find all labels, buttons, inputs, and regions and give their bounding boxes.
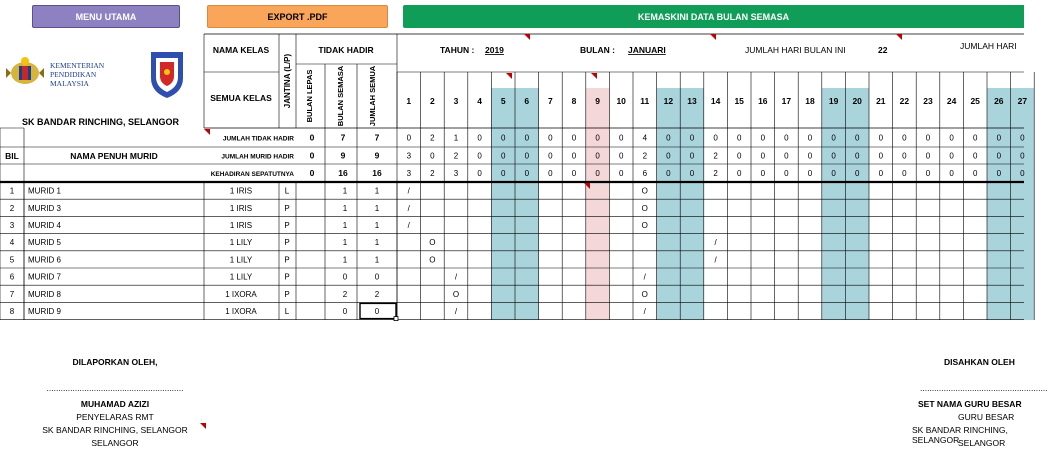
summary-day-value: 0: [618, 133, 624, 143]
verified-by-state: SELANGOR: [958, 438, 1006, 448]
row-bil: 8: [9, 307, 15, 316]
summary-day-value: 2: [713, 151, 718, 161]
summary-day-value: 0: [571, 169, 577, 178]
row-kelas: 1 IRIS: [229, 221, 253, 230]
summary-day-value: 0: [689, 133, 695, 143]
summary-day-value: 0: [500, 133, 506, 143]
row-kelas: 1 IXORA: [225, 289, 257, 299]
summary-day-value: 0: [902, 169, 907, 178]
summary-day-value: 0: [831, 151, 836, 161]
day-header: 4: [477, 96, 482, 106]
summary-day-value: 0: [666, 151, 671, 161]
summary-lepas: 0: [309, 132, 315, 143]
summary-day-value: 0: [713, 133, 718, 143]
verified-by-signature-line: ......................................................: [920, 383, 1048, 393]
verified-by-title: DISAHKAN OLEH: [944, 357, 1015, 367]
comment-indicator: [710, 34, 716, 40]
summary-day-value: 0: [689, 169, 695, 178]
day-header: 21: [876, 96, 886, 106]
day-header: 27: [1017, 96, 1028, 106]
summary-day-value: 0: [571, 151, 577, 161]
row-jumlah: 1: [374, 221, 380, 230]
row-jantina: P: [284, 203, 290, 213]
comment-indicator: [204, 129, 210, 135]
row-semasa: 1: [342, 238, 348, 248]
row-semasa: 1: [342, 186, 348, 196]
bil-header: BIL: [5, 151, 19, 161]
row-semasa: 2: [342, 289, 348, 299]
row-kelas: 1 IRIS: [229, 203, 253, 213]
summary-day-value: 0: [736, 133, 742, 143]
row-jantina: P: [284, 221, 290, 230]
summary-semasa: 7: [340, 132, 346, 143]
attendance-mark: /: [714, 238, 717, 248]
update-month-banner[interactable]: KEMASKINI DATA BULAN SEMASA: [403, 5, 1024, 28]
summary-day-value: 0: [477, 169, 482, 178]
row-jumlah: 1: [374, 255, 380, 265]
summary-day-value: 0: [548, 169, 553, 178]
verified-by-role: GURU BESAR: [958, 412, 1015, 422]
day-header: 5: [500, 96, 506, 106]
row-jantina: L: [284, 186, 290, 196]
summary-label: JUMLAH MURID HADIR: [221, 153, 294, 161]
jumlah-hari-label: JUMLAH HARI BULAN INI: [745, 45, 846, 55]
summary-day-value: 0: [430, 151, 435, 161]
tahun-value: 2019: [485, 45, 504, 55]
ministry-line3: MALAYSIA: [50, 79, 89, 88]
summary-semasa: 16: [338, 168, 348, 178]
day-header: 12: [663, 96, 674, 106]
summary-day-value: 0: [925, 169, 931, 178]
attendance-mark: O: [429, 255, 436, 265]
attendance-mark: O: [641, 186, 648, 196]
row-bil: 5: [9, 255, 15, 265]
day-header: 24: [946, 96, 957, 106]
export-pdf-button[interactable]: EXPORT .PDF: [207, 5, 388, 28]
bulan-label: BULAN :: [580, 45, 615, 55]
summary-day-value: 0: [902, 151, 907, 161]
summary-day-value: 0: [878, 151, 884, 161]
day-header: 8: [571, 96, 577, 106]
summary-day-value: 0: [972, 169, 978, 178]
attendance-mark: O: [641, 289, 648, 299]
summary-day-value: 0: [760, 133, 766, 143]
tidak-hadir-header: TIDAK HADIR: [318, 45, 374, 55]
summary-day-value: 0: [500, 151, 506, 161]
row-semasa: 1: [342, 203, 348, 213]
summary-jumlah: 9: [374, 150, 380, 161]
summary-day-value: 0: [618, 169, 624, 178]
ministry-line2: PENDIDIKAN: [50, 70, 97, 79]
day-header: 16: [758, 96, 768, 106]
row-kelas: 1 LILY: [229, 238, 253, 248]
semua-kelas-header: SEMUA KELAS: [210, 93, 272, 103]
attendance-mark: /: [407, 221, 410, 230]
row-semasa: 1: [342, 255, 348, 265]
day-header: 25: [970, 96, 980, 106]
summary-day-value: 0: [807, 151, 813, 161]
day-header: 7: [548, 96, 553, 106]
summary-day-value: 0: [406, 133, 412, 143]
row-jumlah: 1: [374, 203, 380, 213]
summary-day-value: 0: [807, 133, 813, 143]
summary-day-value: 0: [666, 169, 671, 178]
summary-day-value: 0: [996, 169, 1002, 178]
attendance-mark: /: [407, 203, 410, 213]
comment-indicator: [591, 73, 597, 79]
day-header: 10: [616, 96, 626, 106]
summary-day-value: 0: [831, 169, 836, 178]
summary-day-value: 0: [878, 169, 884, 178]
summary-day-value: 0: [784, 151, 789, 161]
day-header: 14: [710, 96, 721, 106]
tahun-label: TAHUN :: [440, 45, 475, 55]
attendance-mark: O: [641, 203, 648, 213]
summary-day-value: 3: [406, 169, 412, 178]
fill-handle[interactable]: [394, 317, 398, 321]
day-header: 15: [734, 96, 744, 106]
summary-day-value: 0: [784, 169, 789, 178]
summary-day-value: 0: [618, 151, 624, 161]
summary-day-value: 0: [854, 169, 860, 178]
bulan-value: JANUARI: [628, 45, 666, 55]
row-jantina: P: [284, 289, 290, 299]
attendance-mark: O: [452, 289, 460, 299]
day-header: 19: [828, 96, 839, 106]
attendance-mark: /: [454, 307, 458, 316]
reported-by-school: SK BANDAR RINCHING, SELANGOR: [42, 425, 188, 435]
comment-indicator: [506, 73, 512, 79]
summary-day-value: 3: [453, 169, 459, 178]
row-name: MURID 6: [28, 255, 61, 265]
day-header: 1: [406, 96, 412, 106]
reported-by-title: DILAPORKAN OLEH,: [72, 357, 158, 367]
summary-day-value: 0: [571, 133, 577, 143]
day-header: 6: [524, 96, 530, 106]
comment-indicator: [200, 423, 206, 429]
jumlah-semua-header: JUMLAH SEMUA: [368, 65, 377, 127]
reported-by-name: MUHAMAD AZIZI: [80, 399, 150, 409]
row-name: MURID 7: [28, 272, 61, 282]
summary-day-value: 2: [713, 169, 718, 178]
ministry-line1: KEMENTERIAN: [50, 61, 105, 70]
summary-day-value: 0: [1020, 151, 1025, 161]
verified-by-school: SK BANDAR RINCHING, SELANGOR: [912, 425, 1008, 445]
day-header: 18: [805, 96, 815, 106]
verified-by-name: SET NAMA GURU BESAR: [918, 399, 1022, 409]
summary-day-value: 0: [524, 169, 530, 178]
summary-day-value: 0: [854, 133, 860, 143]
summary-day-value: 0: [500, 169, 506, 178]
bulan-lepas-header: BULAN LEPAS: [305, 69, 314, 123]
summary-day-value: 0: [949, 169, 954, 178]
day-header: 9: [595, 96, 600, 106]
summary-day-value: 0: [925, 151, 931, 161]
row-semasa: 0: [342, 272, 348, 282]
summary-day-value: 0: [925, 133, 931, 143]
row-semasa: 1: [342, 221, 348, 230]
reported-by-state: SELANGOR: [91, 438, 139, 448]
summary-day-value: 2: [430, 133, 435, 143]
summary-lepas: 0: [309, 168, 315, 178]
reported-by-signature-line: ..........................................................: [46, 383, 184, 393]
summary-day-value: 0: [524, 151, 530, 161]
attendance-mark: O: [641, 221, 648, 230]
summary-day-value: 0: [996, 151, 1002, 161]
row-name: MURID 9: [28, 307, 61, 316]
summary-day-value: 2: [453, 151, 459, 161]
summary-day-value: 1: [453, 133, 459, 143]
row-name: MURID 3: [28, 203, 61, 213]
summary-lepas: 0: [309, 150, 315, 161]
day-header: 11: [640, 96, 650, 106]
summary-day-value: 2: [430, 169, 435, 178]
summary-day-value: 0: [689, 151, 695, 161]
summary-day-value: 0: [595, 169, 600, 178]
row-name: MURID 4: [28, 221, 61, 230]
row-jantina: P: [284, 255, 290, 265]
row-name: MURID 8: [28, 289, 61, 299]
day-header: 22: [899, 96, 910, 106]
summary-day-value: 2: [642, 151, 648, 161]
attendance-mark: /: [643, 307, 646, 316]
day-header: 13: [687, 96, 697, 106]
attendance-mark: O: [429, 238, 436, 248]
row-bil: 2: [9, 203, 15, 213]
summary-day-value: 0: [972, 133, 978, 143]
row-jumlah: 0: [374, 272, 380, 282]
summary-label: JUMLAH TIDAK HADIR: [222, 135, 294, 143]
summary-day-value: 0: [548, 151, 553, 161]
nama-kelas-header: NAMA KELAS: [212, 45, 270, 55]
row-bil: 3: [9, 221, 15, 230]
day-header: 23: [923, 96, 933, 106]
jumlah-hari-value: 22: [878, 45, 888, 55]
attendance-mark: /: [714, 255, 717, 265]
nama-penuh-header: NAMA PENUH MURID: [70, 151, 158, 161]
summary-day-value: 0: [477, 151, 482, 161]
summary-semasa: 9: [340, 150, 346, 161]
day-header: 26: [994, 96, 1004, 106]
summary-day-value: 0: [972, 151, 978, 161]
row-bil: 1: [9, 186, 15, 196]
day-header: 3: [453, 96, 459, 106]
bulan-semasa-header: BULAN SEMASA: [336, 65, 345, 127]
row-bil: 4: [9, 238, 15, 248]
summary-day-value: 0: [736, 169, 742, 178]
summary-day-value: 0: [477, 133, 482, 143]
row-kelas: 1 LILY: [229, 255, 253, 265]
row-jumlah: 1: [374, 186, 380, 196]
row-bil: 7: [9, 289, 15, 299]
summary-day-value: 0: [1020, 133, 1025, 143]
summary-day-value: 0: [760, 151, 766, 161]
summary-day-value: 3: [406, 151, 412, 161]
summary-day-value: 0: [831, 133, 836, 143]
row-kelas: 1 IXORA: [225, 307, 257, 316]
row-kelas: 1 LILY: [229, 272, 253, 282]
row-name: MURID 5: [28, 238, 61, 248]
row-semasa: 0: [342, 307, 348, 316]
comment-indicator: [896, 34, 902, 40]
summary-day-value: 0: [949, 151, 954, 161]
summary-day-value: 0: [996, 133, 1002, 143]
summary-jumlah: 16: [372, 168, 382, 178]
summary-day-value: 0: [1020, 169, 1025, 178]
day-header: 20: [852, 96, 862, 106]
summary-day-value: 6: [642, 169, 648, 178]
summary-day-value: 0: [666, 133, 671, 143]
reported-by-role: PENYELARAS RMT: [76, 412, 154, 422]
row-jantina: P: [284, 238, 290, 248]
summary-day-value: 0: [736, 151, 742, 161]
row-bil: 6: [9, 272, 15, 282]
jumlah-hari-label-cut: JUMLAH HARI: [960, 41, 1017, 51]
summary-day-value: 0: [878, 133, 884, 143]
summary-label: KEHADIRAN SEPATUTNYA: [210, 171, 294, 178]
row-jumlah: 2: [374, 289, 380, 299]
attendance-mark: /: [454, 272, 458, 282]
day-header: 17: [781, 96, 792, 106]
day-header: 2: [430, 96, 435, 106]
row-jumlah: 0: [374, 307, 380, 316]
summary-day-value: 0: [595, 133, 600, 143]
comment-indicator: [524, 34, 530, 40]
jantina-header: JANTINA (L/P): [283, 53, 292, 109]
summary-day-value: 0: [760, 169, 766, 178]
summary-day-value: 0: [595, 151, 600, 161]
summary-day-value: 0: [902, 133, 907, 143]
row-kelas: 1 IRIS: [229, 186, 253, 196]
summary-day-value: 0: [854, 151, 860, 161]
summary-day-value: 0: [784, 133, 789, 143]
school-name: SK BANDAR RINCHING, SELANGOR: [22, 117, 180, 127]
summary-jumlah: 7: [374, 132, 380, 143]
summary-day-value: 0: [524, 133, 530, 143]
row-jumlah: 1: [374, 238, 380, 248]
attendance-mark: /: [407, 186, 410, 196]
row-jantina: P: [284, 272, 290, 282]
menu-utama-button[interactable]: MENU UTAMA: [32, 5, 180, 28]
summary-day-value: 4: [642, 133, 648, 143]
attendance-mark: /: [643, 272, 646, 282]
summary-day-value: 0: [807, 169, 813, 178]
row-name: MURID 1: [28, 186, 61, 196]
summary-day-value: 0: [548, 133, 553, 143]
summary-day-value: 0: [949, 133, 954, 143]
row-jantina: L: [284, 307, 290, 316]
